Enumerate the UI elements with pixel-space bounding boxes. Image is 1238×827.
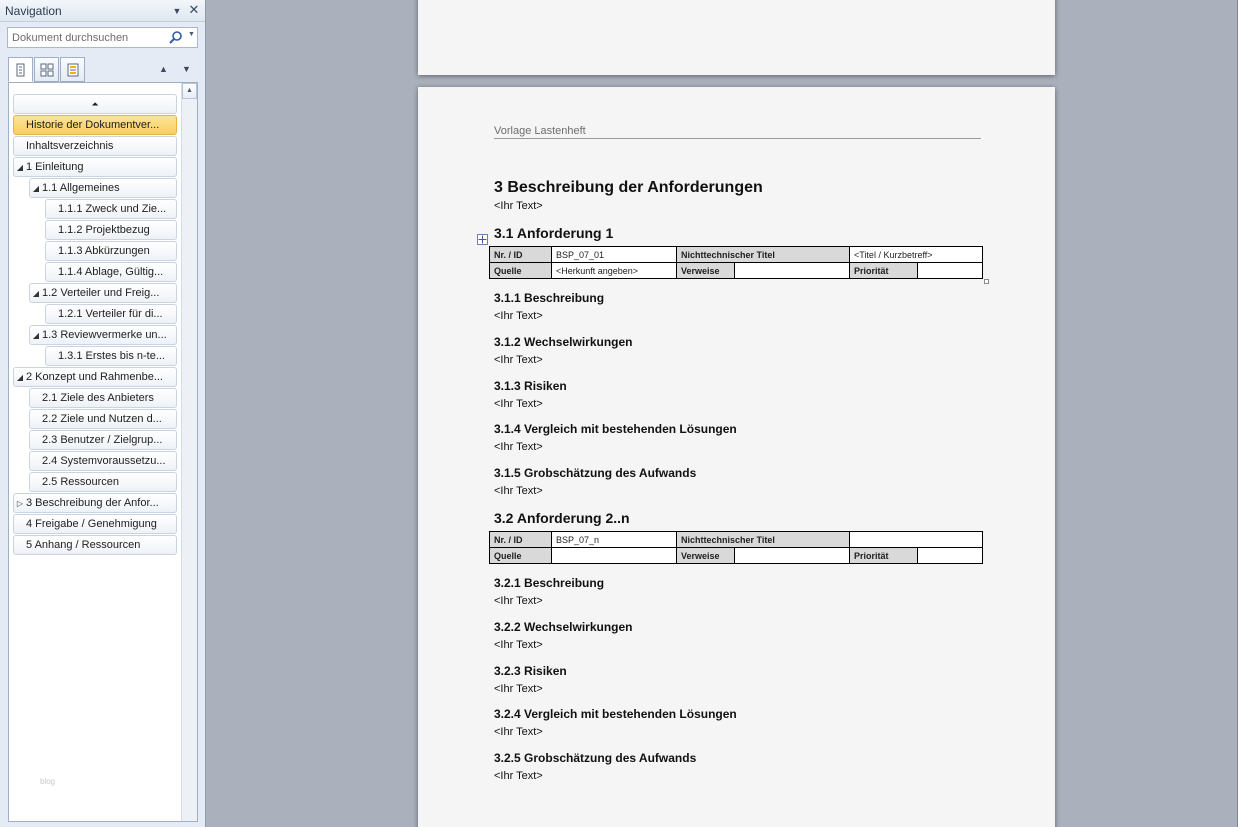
search-results-icon [66,63,80,77]
tree-item[interactable] [45,241,177,261]
chapter-heading[interactable]: 3 Beschreibung der Anforderungen [494,179,763,196]
tree-item-label: 2.5 Ressourcen [42,476,120,488]
table-value-cell[interactable] [918,548,983,564]
tree-item[interactable] [45,199,177,219]
tab-pages[interactable] [34,57,59,82]
table-value-cell[interactable] [735,263,850,279]
tree-item-label: 1.3 Reviewvermerke un... [42,329,167,341]
tree-item[interactable] [13,367,177,387]
table-value-cell[interactable]: BSP_07_01 [552,247,677,263]
tree-item-label: 2.3 Benutzer / Zielgrup... [42,434,163,446]
tree-item-label: 1.1.2 Projektbezug [58,224,150,236]
requirement-table[interactable] [489,531,983,564]
tab-headings[interactable] [8,57,33,82]
tree-item[interactable] [29,451,177,471]
heading-tree [8,82,198,822]
table-row [490,532,983,548]
navigation-pane [0,0,206,827]
tree-item-label: 1 Einleitung [26,161,84,173]
table-value-cell[interactable] [735,548,850,564]
tree-item[interactable] [13,115,177,135]
headings-view-icon [14,63,28,77]
pane-options-chevron-down-icon[interactable]: ▼ [172,6,182,16]
tree-item-label: 1.2 Verteiler und Freig... [42,287,160,299]
search-box [7,27,198,48]
close-icon[interactable]: ✕ [188,2,200,17]
collapse-arrow-icon[interactable]: ◢ [32,331,40,340]
subsection-text[interactable]: <Ihr Text> [494,485,543,497]
subsection-heading[interactable]: 3.2.2 Wechselwirkungen [494,620,633,634]
tree-item-label: 2.1 Ziele des Anbieters [42,392,154,404]
subsection-text[interactable]: <Ihr Text> [494,639,543,651]
page-current[interactable] [418,87,1055,827]
collapse-all-button[interactable] [13,94,177,114]
table-label-cell[interactable]: Verweise [677,548,735,564]
collapse-arrow-icon[interactable]: ◢ [16,163,24,172]
search-options-chevron-down-icon[interactable]: ▼ [188,31,195,38]
collapse-arrow-icon[interactable]: ◢ [16,373,24,382]
tree-item[interactable] [29,178,177,198]
table-label-cell[interactable]: Priorität [850,263,918,279]
table-move-handle-icon[interactable] [477,234,488,245]
expand-arrow-icon[interactable]: ▷ [16,499,24,508]
subsection-text[interactable]: <Ihr Text> [494,354,543,366]
subsection-text[interactable]: <Ihr Text> [494,398,543,410]
watermark-text: blog [40,777,56,786]
tree-item-label: 2 Konzept und Rahmenbe... [26,371,163,383]
subsection-heading[interactable]: 3.1.3 Risiken [494,379,567,393]
tree-scrollbar[interactable] [181,83,197,821]
tree-item[interactable] [45,262,177,282]
subsection-heading[interactable]: 3.2.4 Vergleich mit bestehenden Lösungen [494,707,737,721]
tree-item[interactable] [13,514,177,534]
tree-item[interactable] [45,304,177,324]
scroll-up-icon[interactable]: ▲ [182,83,197,99]
tree-item-label: 4 Freigabe / Genehmigung [26,518,157,530]
search-icon[interactable] [168,30,184,46]
tree-item[interactable] [13,493,177,513]
subsection-heading[interactable]: 3.2.3 Risiken [494,664,567,678]
tree-item-label: 1.3.1 Erstes bis n-te... [58,350,165,362]
tree-item[interactable] [29,283,177,303]
document-area[interactable] [206,0,1238,827]
previous-heading-icon[interactable]: ▲ [159,64,168,74]
subsection-heading[interactable]: 3.1.5 Grobschätzung des Aufwands [494,466,697,480]
table-label-cell[interactable]: Quelle [490,263,552,279]
tree-item[interactable] [13,157,177,177]
tree-item[interactable] [29,430,177,450]
table-label-cell[interactable]: Nichttechnischer Titel [677,247,850,263]
table-row [490,263,983,279]
table-value-cell[interactable] [552,548,677,564]
subsection-text[interactable]: <Ihr Text> [494,726,543,738]
navigation-title: Navigation [5,4,62,18]
search-input[interactable] [8,28,158,47]
section-heading[interactable]: 3.1 Anforderung 1 [494,225,614,241]
requirement-table[interactable] [489,246,983,279]
table-value-cell[interactable] [850,532,983,548]
running-header: Vorlage Lastenheft [494,125,981,139]
subsection-heading[interactable]: 3.1.1 Beschreibung [494,291,605,305]
subsection-heading[interactable]: 3.1.4 Vergleich mit bestehenden Lösungen [494,422,737,436]
subsection-heading[interactable]: 3.2.5 Grobschätzung des Aufwands [494,751,697,765]
collapse-arrow-icon[interactable]: ◢ [32,184,40,193]
table-row [490,247,983,263]
tree-item-label: 1.1.3 Abkürzungen [58,245,150,257]
chapter-text[interactable]: <Ihr Text> [494,200,543,212]
subsection-heading[interactable]: 3.1.2 Wechselwirkungen [494,335,633,349]
view-tabs [8,57,198,82]
section-heading[interactable]: 3.2 Anforderung 2..n [494,510,630,526]
tree-item-label: 1.1.1 Zweck und Zie... [58,203,167,215]
subsection-heading[interactable]: 3.2.1 Beschreibung [494,576,605,590]
tree-item-label: 3 Beschreibung der Anfor... [26,497,159,509]
tab-results[interactable] [60,57,85,82]
table-value-cell[interactable]: <Titel / Kurzbetreff> [850,247,983,263]
collapse-arrow-icon[interactable]: ◢ [32,289,40,298]
table-value-cell[interactable] [918,263,983,279]
subsection-text[interactable]: <Ihr Text> [494,441,543,453]
tree-item-label: Inhaltsverzeichnis [26,140,114,152]
page-previous[interactable] [418,0,1055,75]
tree-item[interactable] [29,472,177,492]
table-label-cell[interactable]: Quelle [490,548,552,564]
tree-item-label: 5 Anhang / Ressourcen [26,539,141,551]
tree-item[interactable] [29,409,177,429]
table-value-cell[interactable]: <Herkunft angeben> [552,263,677,279]
navigation-header [0,0,205,22]
tree-item-label: 1.1.4 Ablage, Gültig... [58,266,164,278]
table-label-cell[interactable]: Nichttechnischer Titel [677,532,850,548]
tree-item[interactable] [45,220,177,240]
table-row [490,548,983,564]
tree-item-label: 2.4 Systemvoraussetzu... [42,455,166,467]
table-resize-handle[interactable] [984,279,989,284]
next-heading-icon[interactable]: ▼ [182,64,191,74]
subsection-text[interactable]: <Ihr Text> [494,770,543,782]
tree-item[interactable] [45,346,177,366]
tree-item-label: 2.2 Ziele und Nutzen d... [42,413,162,425]
tree-item[interactable] [29,388,177,408]
tree-item-label: 1.1 Allgemeines [42,182,120,194]
table-label-cell[interactable]: Priorität [850,548,918,564]
subsection-text[interactable]: <Ihr Text> [494,310,543,322]
subsection-text[interactable]: <Ihr Text> [494,683,543,695]
tree-item[interactable] [13,136,177,156]
table-label-cell[interactable]: Verweise [677,263,735,279]
tree-item-label: Historie der Dokumentver... [26,119,160,131]
move-arrows-icon [478,235,487,244]
tree-item-label: 1.2.1 Verteiler für di... [58,308,163,320]
table-label-cell[interactable]: Nr. / ID [490,532,552,548]
tree-item[interactable] [29,325,177,345]
collapse-all-icon: ⏶ [91,99,99,109]
page-thumbnails-icon [40,63,54,77]
tree-item[interactable] [13,535,177,555]
table-label-cell[interactable]: Nr. / ID [490,247,552,263]
table-value-cell[interactable]: BSP_07_n [552,532,677,548]
subsection-text[interactable]: <Ihr Text> [494,595,543,607]
